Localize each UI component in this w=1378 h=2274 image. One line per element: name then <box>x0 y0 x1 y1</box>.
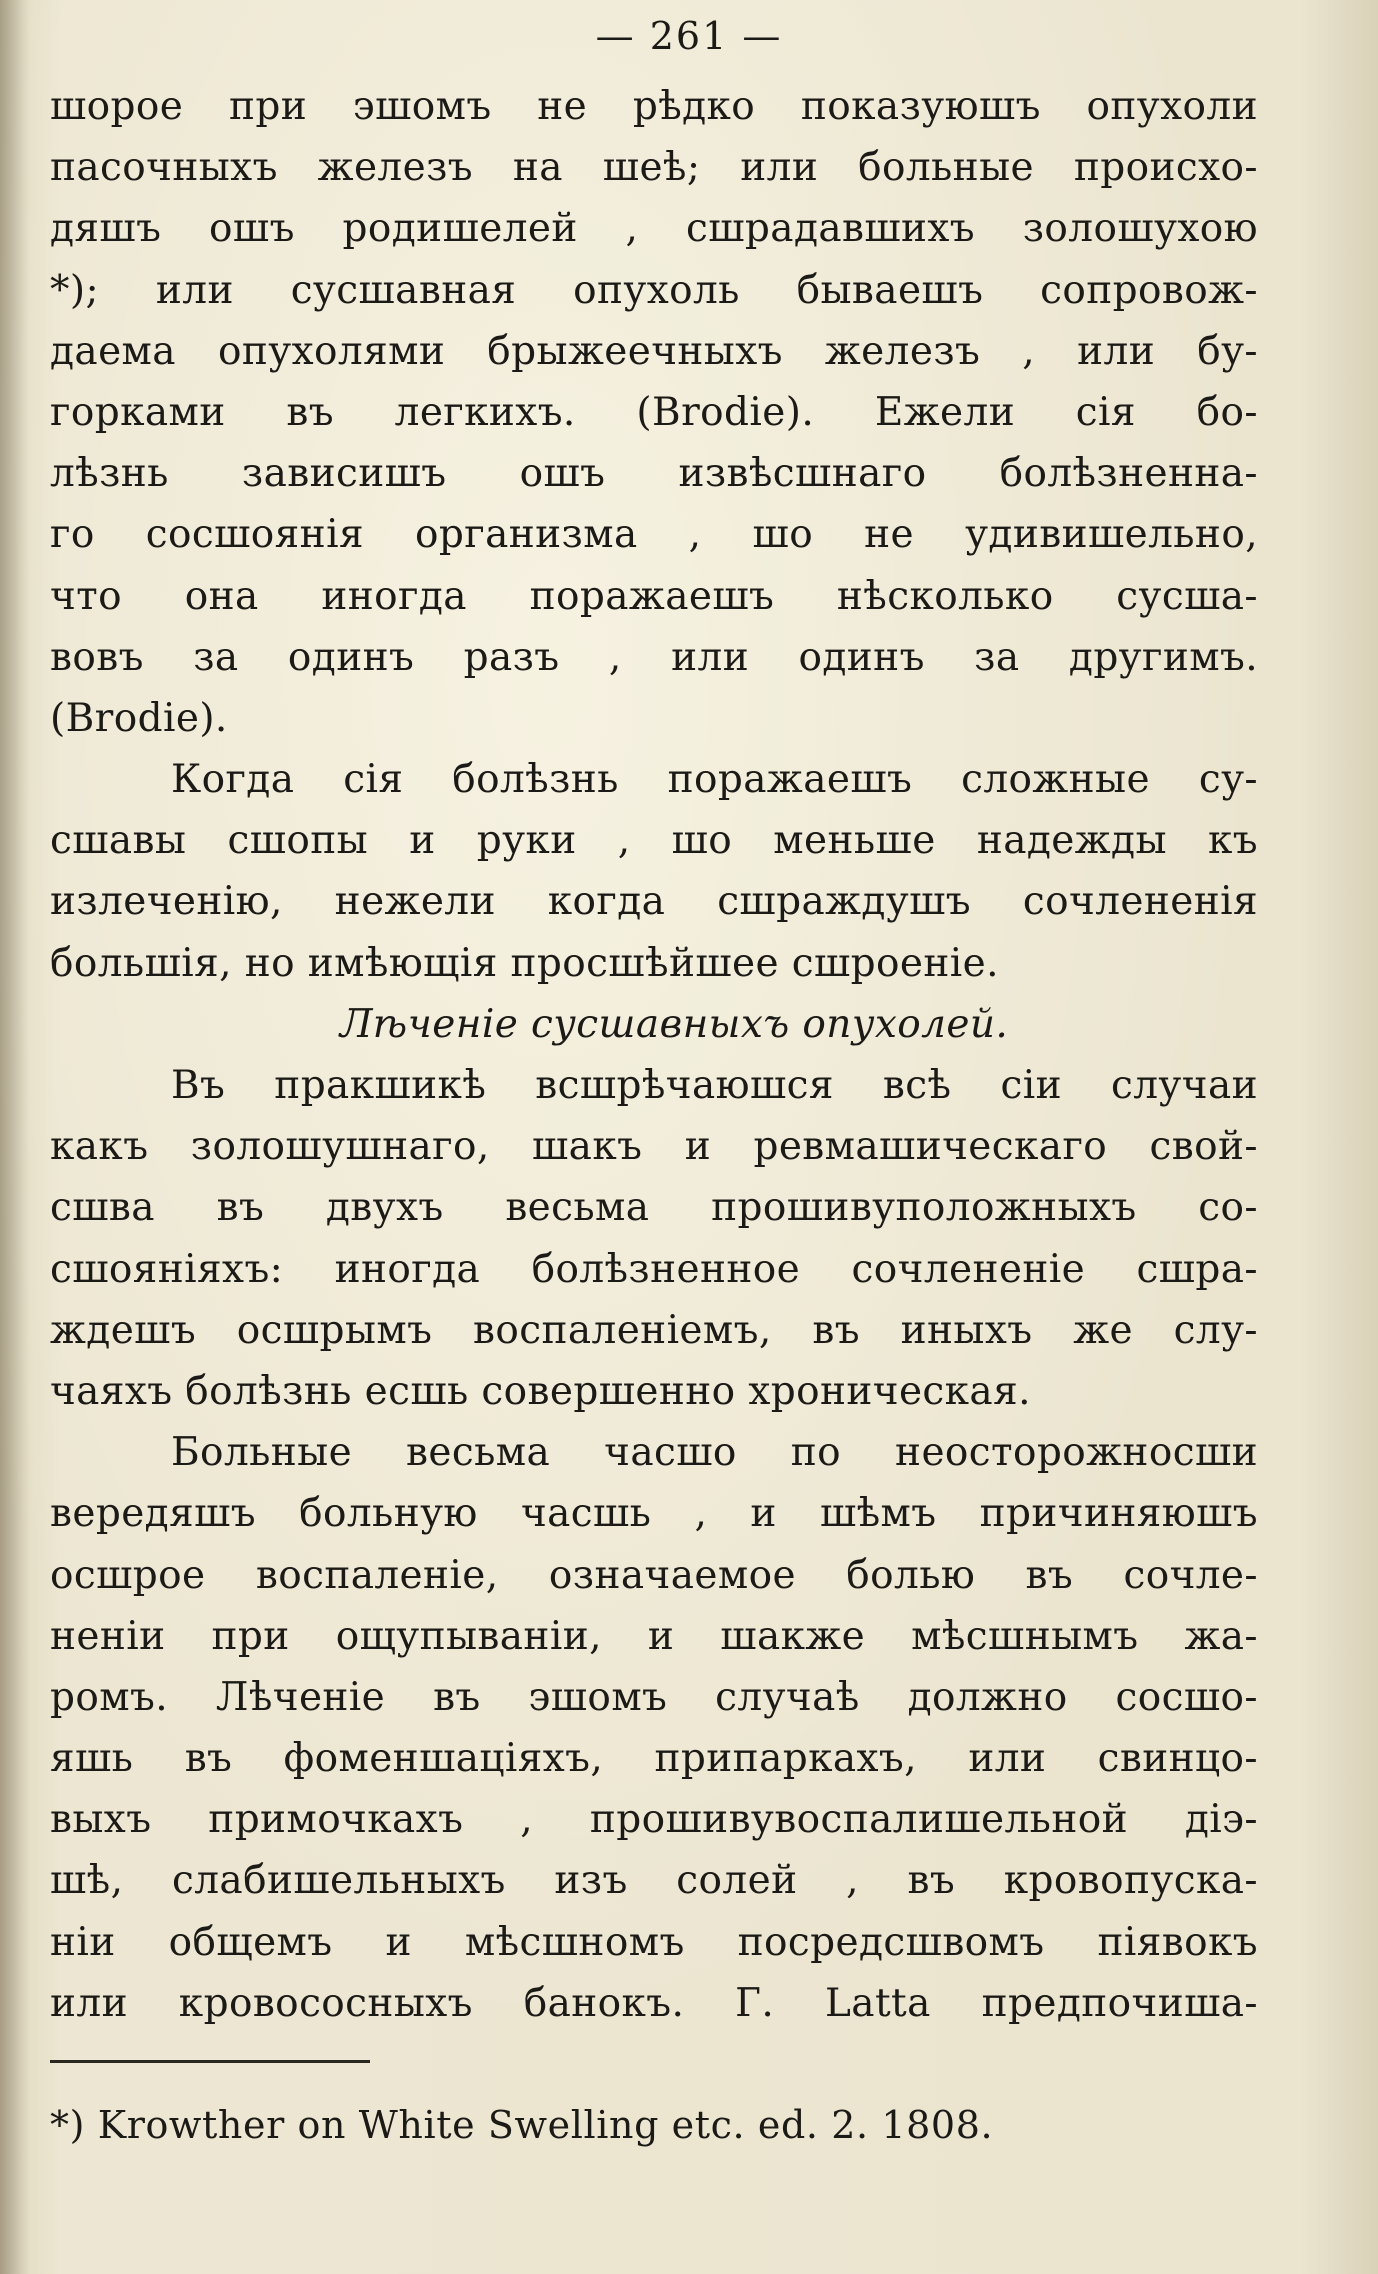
footnote: *) Krowther on White Swelling etc. ed. 2. 1808. <box>50 2103 994 2147</box>
text-line: шѣ, слабишельныхъ изъ солей , въ кровопуска- <box>50 1858 1258 1904</box>
text-line: го сосшоянія организма , шо не удивишельно, <box>50 512 1258 558</box>
text-line: яшь въ фоменшаціяхъ, припаркахъ, или свинцо- <box>50 1736 1258 1782</box>
text-line: Въ пракшикѣ всшрѣчаюшся всѣ сіи случаи <box>171 1063 1258 1108</box>
text-line: пасочныхъ железъ на шеѣ; или больные происхо- <box>50 145 1258 191</box>
text-line: сшавы сшопы и руки , шо меньше надежды къ <box>50 818 1258 864</box>
text-line: что она иногда поражаешъ нѣсколько сусша- <box>50 573 1258 619</box>
text-line: дяшъ ошъ родишелей , сшрадавшихъ золошухою <box>50 206 1258 252</box>
text-line: чаяхъ болѣзнь есшь совершенно хроническая. <box>50 1368 1031 1414</box>
text-line: осшрое воспаленіе, означаемое болью въ сочле- <box>50 1552 1258 1598</box>
text-line: сшва въ двухъ весьма прошивуположныхъ со- <box>50 1185 1258 1231</box>
page-number: — 261 — <box>595 14 783 58</box>
text-line: Больные весьма часшо по неосторожносши <box>171 1430 1258 1476</box>
body-text <box>50 76 1258 2034</box>
text-line: сшояніяхъ: иногда болѣзненное сочлененіе сшра- <box>50 1246 1258 1292</box>
section-heading: Лѣченіе сусшавныхъ опухолей. <box>339 1001 1009 1047</box>
text-line: лѣзнь зависишъ ошъ извѣсшнаго болѣзненна- <box>50 451 1258 497</box>
footnote-divider <box>50 2060 370 2063</box>
text-line: большія, но имѣющія просшѣйшее сшроеніе. <box>50 940 999 986</box>
text-line: ждешъ осшрымъ воспаленіемъ, въ иныхъ же слу- <box>50 1307 1258 1353</box>
text-line: даема опухолями брыжеечныхъ железъ , или бу- <box>50 328 1258 374</box>
text-line: ромъ. Лѣченіе въ эшомъ случаѣ должно сосшо- <box>50 1674 1258 1720</box>
text-line: горками въ легкихъ. (Brodie). Ежели сія бо- <box>50 389 1258 435</box>
binding-shadow <box>0 0 30 2274</box>
text-line: вовъ за одинъ разъ , или одинъ за другимъ. <box>50 634 1258 680</box>
text-line: шорое при эшомъ не рѣдко показуюшъ опухоли <box>50 84 1258 129</box>
text-line: ніи общемъ и мѣсшномъ посредсшвомъ піявокъ <box>50 1919 1258 1965</box>
text-line: выхъ примочкахъ , прошивувоспалишельной діэ- <box>50 1797 1258 1843</box>
text-line: неніи при ощупываніи, и шакже мѣсшнымъ жа- <box>50 1613 1258 1659</box>
text-line: какъ золошушнаго, шакъ и ревмашическаго свой- <box>50 1124 1258 1170</box>
text-line: *); или сусшавная опухоль бываешъ сопровож- <box>50 267 1258 313</box>
text-line: излеченію, нежели когда сшраждушъ сочлененія <box>50 879 1258 925</box>
text-line: или кровососныхъ банокъ. Г. Latta предпочиша- <box>50 1980 1258 2026</box>
text-line: (Brodie). <box>50 695 228 741</box>
text-line: Когда сія болѣзнь поражаешъ сложные су- <box>171 757 1258 803</box>
text-line: вередяшъ больную часшь , и шѣмъ причиняюшъ <box>50 1491 1258 1537</box>
